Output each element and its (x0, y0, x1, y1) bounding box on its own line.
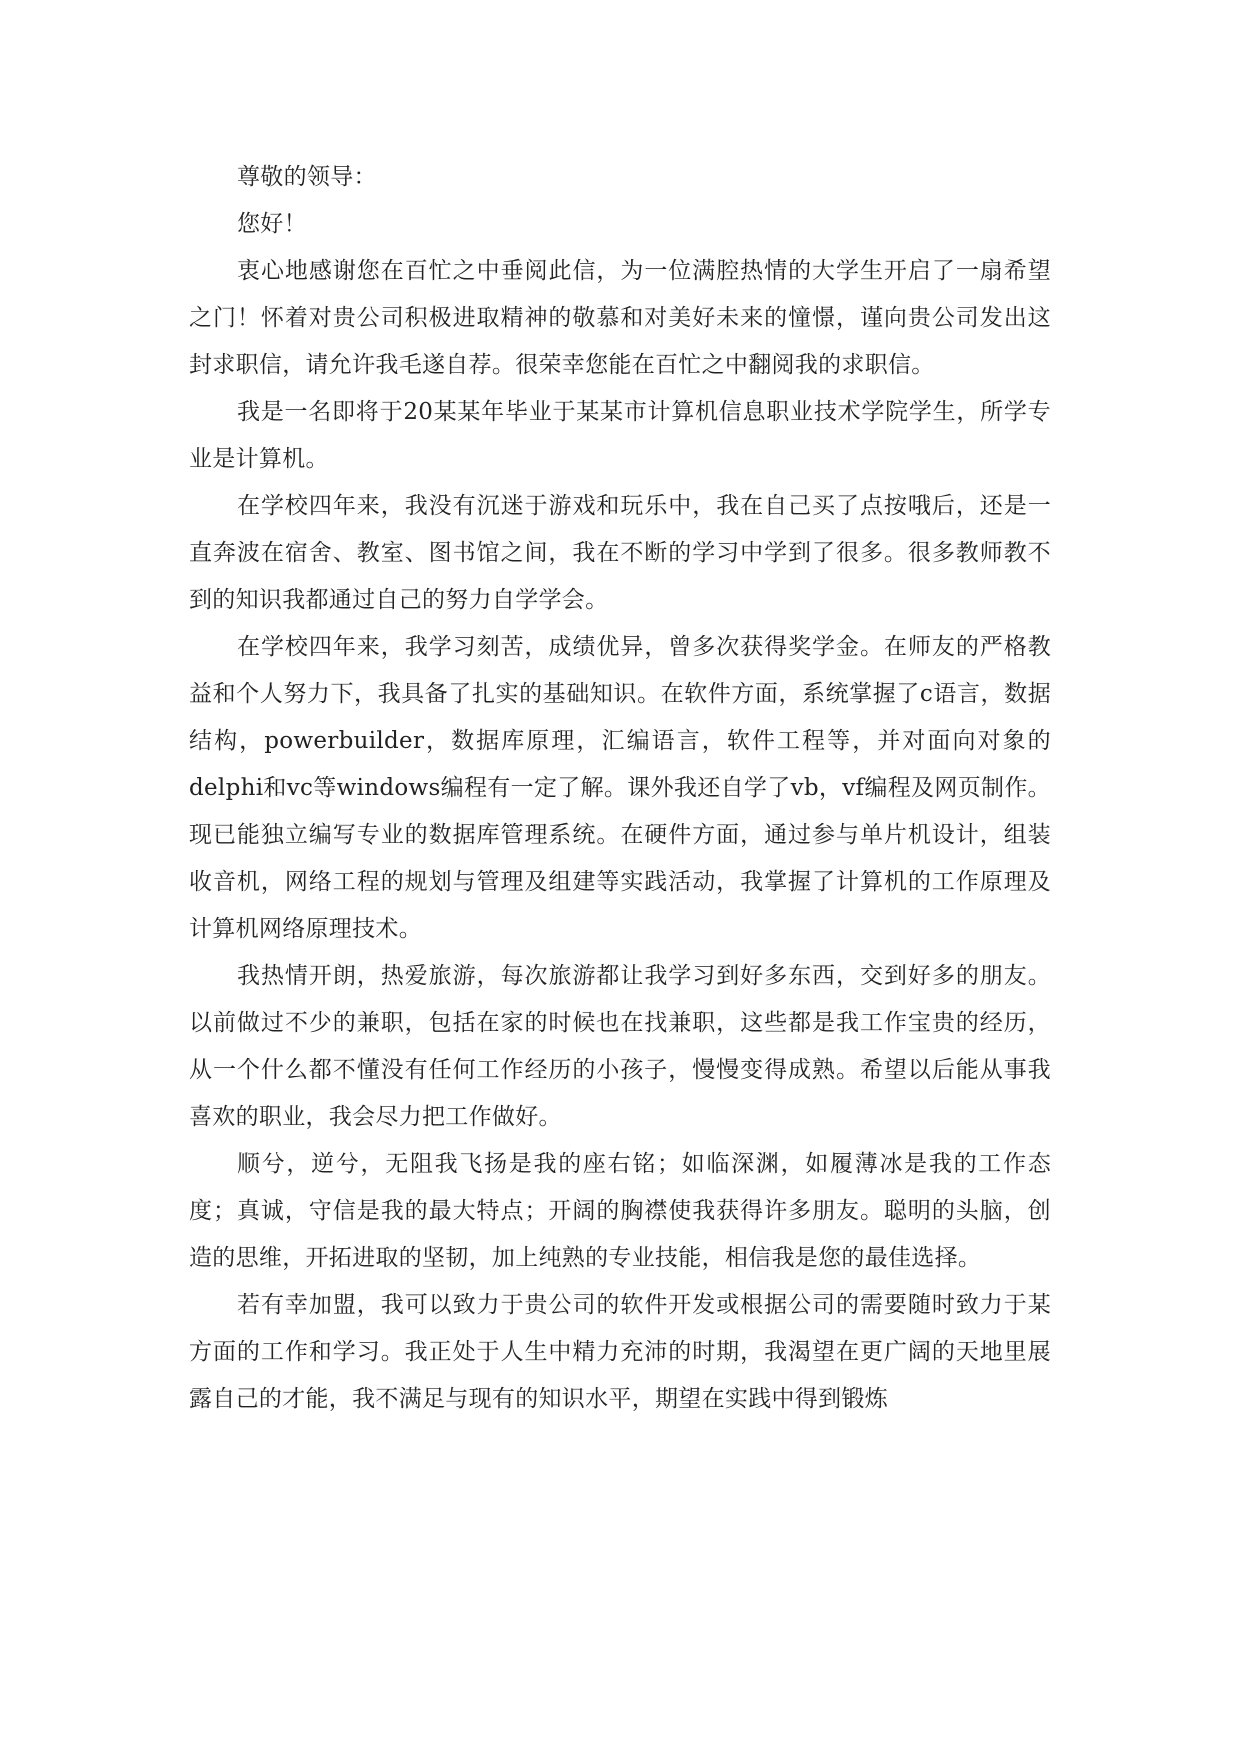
paragraph-gratitude: 衷心地感谢您在百忙之中垂阅此信，为一位满腔热情的大学生开启了一扇希望之门！怀着对贵公司积极进取精神的敬慕和对美好未来的憧憬，谨向贵公司发出这封求职信，请允许我毛遂自荐。很荣幸您能在百忙之中翻阅我的求职信。 (189, 258, 1051, 378)
paragraph-motto: 顺兮，逆兮，无阻我飞扬是我的座右铭；如临深渊，如履薄冰是我的工作态度；真诚，守信是我的最大特点；开阔的胸襟使我获得许多朋友。聪明的头脑，创造的思维，开拓进取的坚韧，加上纯熟的专业技能，相信我是您的最佳选择。 (189, 1151, 1051, 1271)
paragraph-aspiration: 若有幸加盟，我可以致力于贵公司的软件开发或根据公司的需要随时致力于某方面的工作和学习。我正处于人生中精力充沛的时期，我渴望在更广阔的天地里展露自己的才能，我不满足与现有的知识水平，期望在实践中得到锻炼 (189, 1292, 1051, 1412)
paragraph-skills: 在学校四年来，我学习刻苦，成绩优异，曾多次获得奖学金。在师友的严格教益和个人努力下，我具备了扎实的基础知识。在软件方面，系统掌握了c语言，数据结构，powerbuilder，数据库原理，汇编语言，软件工程等，并对面向对象的delphi和vc等windows编程有一定了解。课外我还自学了vb，vf编程及网页制作。现已能独立编写专业的数据库管理系统。在硬件方面，通过参与单片机设计，组装收音机，网络工程的规划与管理及组建等实践活动，我掌握了计算机的工作原理及计算机网络原理技术。 (189, 634, 1051, 942)
greeting: 您好！ (237, 211, 307, 237)
salutation: 尊敬的领导： (237, 164, 377, 190)
paragraph-personality: 我热情开朗，热爱旅游，每次旅游都让我学习到好多东西，交到好多的朋友。以前做过不少的兼职，包括在家的时候也在找兼职，这些都是我工作宝贵的经历，从一个什么都不懂没有任何工作经历的小孩子，慢慢变得成熟。希望以后能从事我喜欢的职业，我会尽力把工作做好。 (189, 963, 1051, 1130)
paragraph-study-habits: 在学校四年来，我没有沉迷于游戏和玩乐中，我在自己买了点按哦后，还是一直奔波在宿舍、教室、图书馆之间，我在不断的学习中学到了很多。很多教师教不到的知识我都通过自己的努力自学学会。 (189, 493, 1051, 613)
letter-body (189, 154, 1051, 1423)
paragraph-introduction: 我是一名即将于20某某年毕业于某某市计算机信息职业技术学院学生，所学专业是计算机。 (189, 399, 1051, 472)
